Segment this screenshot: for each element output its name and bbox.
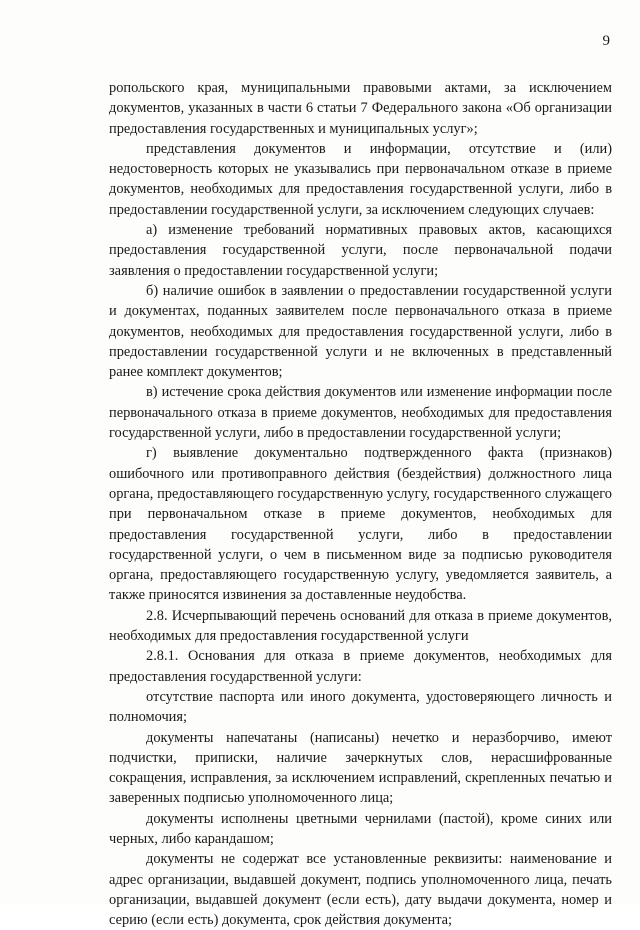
paragraph-continuation: ропольского края, муниципальными правовыми актами, за исключением документов, указанных в части 6 статьи 7 Федерального закона «Об организации предоставления государственных и муниципальных услуг»; [109,80,612,137]
paragraph-ground-colored-ink: документы исполнены цветными чернилами (пастой), кроме синих или черных, либо карандашом; [109,810,612,847]
paragraph-representation: представления документов и информации, отсутствие и (или) недостоверность которых не указывались при первоначальном отказе в приеме документов, необходимых для предоставления государственной услуги, либо в предоставлении государственной услуги, за исключением следующих случаев: [109,140,612,218]
page-number: 9 [602,33,610,49]
paragraph-case-g: г) выявление документально подтвержденного факта (признаков) ошибочного или противоправного действия (бездействия) должностного лица органа, предоставляющего государственную услугу, государственного служащего при первоначальном отказе в приеме документов, необходимых для предоставления государственной услуги, либо в предоставлении государственной услуги, о чем в письменном виде за подписью руководителя органа, предоставляющего государственную услугу, уведомляется заявитель, а также приносятся извинения за доставленные неудобства. [109,445,612,604]
paragraph-section-2-8: 2.8. Исчерпывающий перечень оснований для отказа в приеме документов, необходимых для предоставления государственной услуги [109,607,612,645]
paragraph-section-2-8-1: 2.8.1. Основания для отказа в приеме документов, необходимых для предоставления государственной услуги: [109,648,612,685]
paragraph-case-b: б) наличие ошибок в заявлении о предоставлении государственной услуги и документах, поданных заявителем после первоначального отказа в приеме документов, необходимых для предоставления государственной услуги, либо в предоставлении государственной услуги и не включенных в представленный ранее комплект документов; [109,282,612,381]
paragraph-case-a: а) изменение требований нормативных правовых актов, касающихся предоставления государственной услуги, после первоначальной подачи заявления о предоставлении государственной услуги; [109,222,612,279]
document-body [109,78,612,930]
paragraph-ground-passport: отсутствие паспорта или иного документа, удостоверяющего личность и полномочия; [109,688,612,726]
paragraph-ground-requisites: документы не содержат все установленные реквизиты: наименование и адрес организации, выдавшей документ, подпись уполномоченного лица, печать организации, выдавшей документ (если есть), дату выдачи документа, номер и серию (если есть) документа, срок действия документа; [109,851,612,929]
paragraph-ground-illegible: документы напечатаны (написаны) нечетко и неразборчиво, имеют подчистки, приписки, наличие зачеркнутых слов, нерасшифрованные сокращения, исправления, за исключением исправлений, скрепленных печатью и заверенных подписью уполномоченного лица; [109,729,612,807]
paragraph-case-v: в) истечение срока действия документов или изменение информации после первоначального отказа в приеме документов, необходимых для предоставления государственной услуги, либо в предоставлении государственной услуги; [109,384,612,442]
